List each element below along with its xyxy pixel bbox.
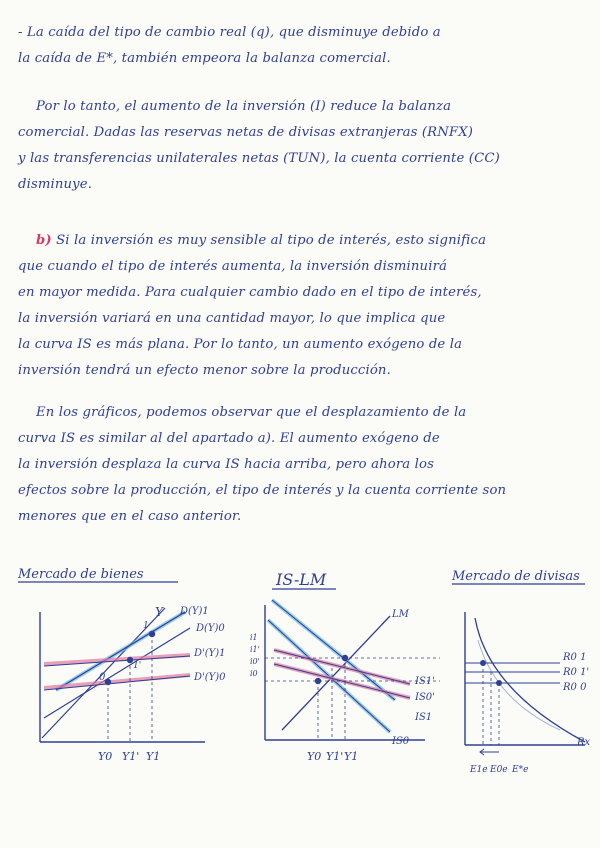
islm-title: IS-LM <box>276 570 327 589</box>
curve-label: R0 0 <box>563 682 587 693</box>
curve-label: Rx <box>577 737 591 748</box>
equilibrium-point <box>105 679 111 685</box>
text-line: Por lo tanto, el aumento de la inversión (I) reduce la balanza <box>36 99 452 114</box>
text-line: la inversión desplaza la curva IS hacia arriba, pero ahora los <box>18 457 435 472</box>
text-line: la curva IS es más plana. Por lo tanto, un aumento exógeno de la <box>18 337 463 352</box>
return-curve-rx <box>475 618 585 742</box>
curve-label: R0 1 <box>563 652 587 663</box>
curve-label: D(Y)1 <box>180 606 209 617</box>
curve-label: IS1 <box>415 712 433 723</box>
equilibrium-point <box>496 680 502 686</box>
equilibrium-point <box>149 631 155 637</box>
x-tick-label: Y0 <box>307 750 322 763</box>
text-line: efectos sobre la producción, el tipo de interés y la cuenta corriente son <box>18 483 507 498</box>
text-line: y las transferencias unilaterales netas (TUN), la cuenta corriente (CC) <box>18 151 500 166</box>
text-line: - La caída del tipo de cambio real (q), que disminuye debido a <box>18 25 441 40</box>
equilibrium-point <box>315 678 321 684</box>
curve-label: IS0 <box>392 736 410 747</box>
demand-line-d1-prime <box>44 655 190 664</box>
x-tick-label: Y1' <box>326 750 344 763</box>
y-tick-label: i1' <box>250 645 260 654</box>
point-label: 1' <box>133 661 142 671</box>
x-tick-label: E0e <box>490 765 508 775</box>
section-marker: b) <box>36 233 52 248</box>
text-line: curva IS es similar al del apartado a). El aumento exógeno de <box>18 431 440 446</box>
text-line: la caída de E*, también empeora la balanza comercial. <box>18 51 391 66</box>
y-tick-label: i0' <box>250 657 260 666</box>
x-tick-label: Y1' <box>122 750 140 763</box>
x-tick-label: Y1 <box>344 750 359 763</box>
goods-market-title: Mercado de bienes <box>18 567 144 582</box>
equilibrium-point <box>480 660 486 666</box>
x-tick-label: E*e <box>512 765 529 775</box>
demand-line-d0-prime <box>44 675 190 688</box>
text-line: en mayor medida. Para cualquier cambio dado en el tipo de interés, <box>18 285 482 300</box>
text-fragment: Si la inversión es muy sensible al tipo de interés, esto significa <box>56 233 487 248</box>
curve-label: D(Y)0 <box>196 623 225 634</box>
curve-label: LM <box>392 609 409 620</box>
curve-label: IS0' <box>415 692 435 703</box>
x-tick-label: Y0 <box>98 750 113 763</box>
text-line: la inversión variará en una cantidad mayor, lo que implica que <box>18 311 446 326</box>
curve-label: D'(Y)1 <box>194 648 226 659</box>
line-label-y: Y <box>155 605 163 619</box>
x-tick-label: Y1 <box>146 750 161 763</box>
text-line: que cuando el tipo de interés aumenta, la inversión disminuirá <box>18 259 448 274</box>
fx-market-title: Mercado de divisas <box>452 569 580 584</box>
x-tick-label: E1e <box>470 765 488 775</box>
goods-market-graph <box>40 605 226 763</box>
y-tick-label: i0 <box>250 669 258 678</box>
text-line: inversión tendrá un efecto menor sobre la producción. <box>18 363 391 378</box>
curve-label: D'(Y)0 <box>194 672 226 683</box>
text-line: disminuye. <box>18 177 93 192</box>
point-label: 0 <box>99 672 106 683</box>
is-curve-0-prime <box>274 664 410 698</box>
return-curve-faint <box>478 640 560 730</box>
shift-arrow <box>480 749 499 755</box>
y-tick-label: i1 <box>250 633 258 642</box>
text-line: En los gráficos, podemos observar que el desplazamiento de la <box>36 405 467 420</box>
point-label: 1 <box>143 621 149 631</box>
equilibrium-point <box>342 655 348 661</box>
text-line: comercial. Dadas las reservas netas de divisas extranjeras (RNFX) <box>18 125 474 140</box>
islm-graph <box>250 600 440 763</box>
curve-label: R0 1' <box>563 667 590 678</box>
curve-label: IS1' <box>415 676 435 687</box>
fx-market-graph <box>465 612 591 775</box>
is-curve-1 <box>272 600 395 700</box>
text-line: menores que en el caso anterior. <box>18 509 242 524</box>
demand-line-d0 <box>44 628 190 718</box>
